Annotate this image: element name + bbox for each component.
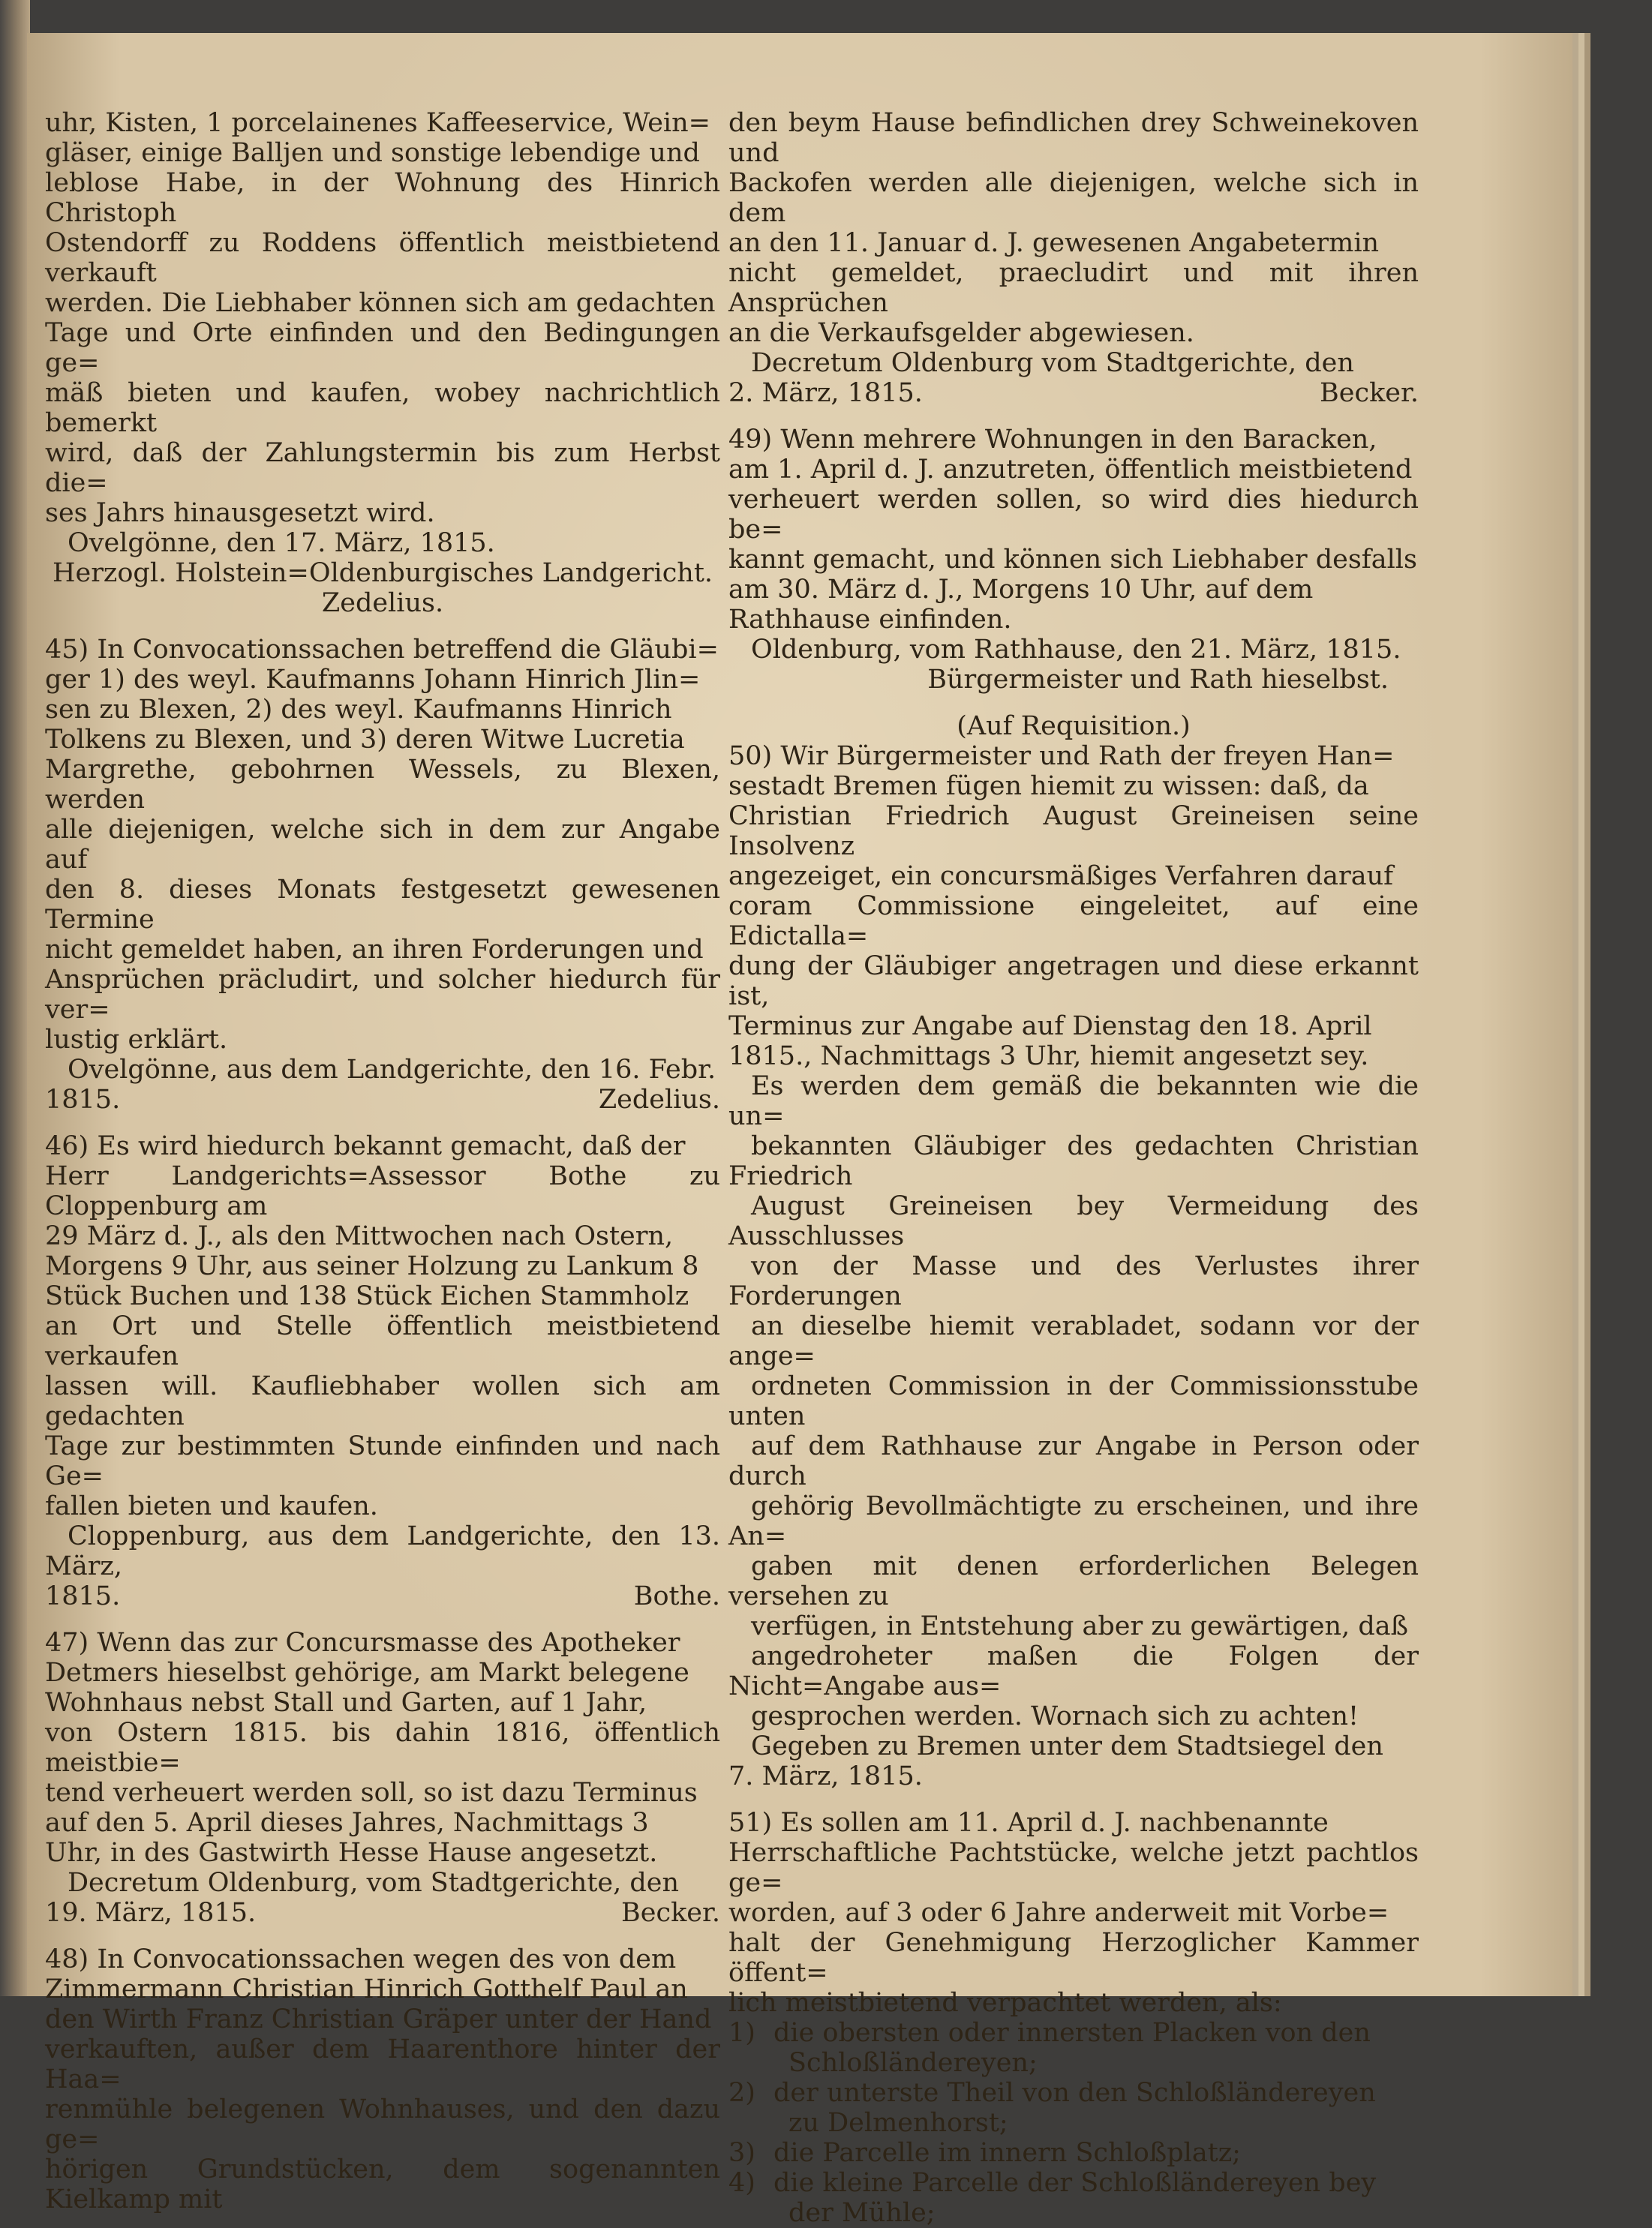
text-line: ordneten Commission in der Commissionsstube unten (728, 1371, 1419, 1431)
list-number: 2) (728, 2078, 755, 2108)
text-line: Es werden dem gemäß die bekannten wie die un= (728, 1071, 1419, 1131)
dateline: 7. März, 1815. (728, 1761, 923, 1791)
text-line: sestadt Bremen fügen hiemit zu wissen: daß, da (728, 771, 1369, 801)
text-line: 49) Wenn mehrere Wohnungen in den Baracken, (728, 425, 1377, 455)
text-line: verheuert werden sollen, so wird dies hiedurch be= (728, 485, 1419, 545)
signature: Bürgermeister und Rath hieselbst. (927, 665, 1389, 695)
text-line: verfügen, in Entstehung aber zu gewärtigen, daß (751, 1611, 1408, 1641)
text-line: gläser, einige Balljen und sonstige lebendige und (45, 138, 700, 168)
date-part: 19. März, 1815. (45, 1898, 257, 1928)
list-item-line: zu Delmenhorst; (788, 2108, 1008, 2138)
list-text: die Parcelle im innern Schloßplatz; (773, 2138, 1241, 2168)
dateline: Decretum Oldenburg vom Stadtgerichte, den (751, 348, 1354, 378)
text-line: hörigen Grundstücken, dem sogenannten Kielkamp mit (45, 2154, 720, 2214)
text-line: von der Masse und des Verlustes ihrer Forderungen (728, 1251, 1419, 1311)
list-item-line: Schloßländereyen; (788, 2048, 1038, 2078)
text-line: halt der Genehmigung Herzoglicher Kammer öffent= (728, 1928, 1419, 1988)
date-part: 1815. (45, 1581, 121, 1611)
text-line: leblose Habe, in der Wohnung des Hinrich Christoph (45, 168, 720, 228)
signature: Zedelius. (321, 588, 444, 618)
signature-line (45, 1898, 720, 1928)
text-line: Herr Landgerichts=Assessor Bothe zu Cloppenburg am (45, 1161, 720, 1221)
text-line: gaben mit denen erforderlichen Belegen versehen zu (728, 1551, 1419, 1611)
text-line: an dieselbe hiemit verabladet, sodann vor der ange= (728, 1311, 1419, 1371)
text-line: ger 1) des weyl. Kaufmanns Johann Hinrich Jlin= (45, 665, 701, 695)
list-item-line (728, 2138, 1419, 2168)
text-line: Backofen werden alle diejenigen, welche sich in dem (728, 168, 1419, 228)
notice-paragraph (45, 1628, 720, 1868)
text-line: nicht gemeldet haben, an ihren Forderungen und (45, 935, 704, 965)
list-text: die kleine Parcelle der Schloßländereyen bey (773, 2168, 1377, 2198)
date-part: 2. März, 1815. (728, 378, 923, 408)
dateline: Ovelgönne, den 17. März, 1815. (68, 528, 495, 558)
date-part: 1815. (45, 1085, 121, 1115)
text-line: am 1. April d. J. anzutreten, öffentlich meistbietend (728, 455, 1413, 485)
text-line: 47) Wenn das zur Concursmasse des Apotheker (45, 1628, 680, 1658)
signatory: Bothe. (633, 1581, 720, 1611)
text-line: August Greineisen bey Vermeidung des Ausschlusses (728, 1191, 1419, 1251)
text-line: uhr, Kisten, 1 porcelainenes Kaffeeservice, Wein= (45, 108, 710, 138)
signature-line (728, 378, 1419, 408)
left-column (45, 108, 720, 2214)
text-line: Tage zur bestimmten Stunde einfinden und nach Ge= (45, 1431, 720, 1491)
signatory: Becker. (621, 1898, 720, 1928)
signatory: Zedelius. (598, 1085, 720, 1115)
notice-paragraph (728, 425, 1419, 635)
text-line: Detmers hieselbst gehörige, am Markt belegene (45, 1658, 689, 1688)
text-line: dung der Gläubiger angetragen und diese erkannt ist, (728, 951, 1419, 1011)
dateline: Cloppenburg, aus dem Landgerichte, den 13. März, (45, 1521, 720, 1581)
text-line: Zimmermann Christian Hinrich Gotthelf Paul an (45, 1974, 688, 2004)
signature: Herzogl. Holstein=Oldenburgisches Landgericht. (52, 558, 713, 588)
text-line: 1815., Nachmittags 3 Uhr, hiemit angesetzt sey. (728, 1041, 1369, 1071)
text-line: gehörig Bevollmächtigte zu erscheinen, und ihre An= (728, 1491, 1419, 1551)
notice-paragraph (728, 1808, 1419, 2018)
text-line: worden, auf 3 oder 6 Jahre anderweit mit Vorbe= (728, 1898, 1389, 1928)
signature-line (45, 1085, 720, 1115)
section-heading: (Auf Requisition.) (957, 711, 1191, 741)
text-line: 45) In Convocationssachen betreffend die Gläubi= (45, 635, 719, 665)
list-item-line (728, 2168, 1419, 2198)
notice-paragraph (45, 1944, 720, 2214)
text-line: nicht gemeldet, praecludirt und mit ihren Ansprüchen (728, 258, 1419, 318)
text-line: am 30. März d. J., Morgens 10 Uhr, auf dem (728, 575, 1314, 605)
text-line: den 8. dieses Monats festgesetzt gewesenen Termine (45, 875, 720, 935)
right-column (728, 108, 1419, 2228)
text-line: werden. Die Liebhaber können sich am gedachten (45, 288, 716, 318)
dateline: Ovelgönne, aus dem Landgerichte, den 16. Febr. (68, 1055, 716, 1085)
text-line: tend verheuert werden soll, so ist dazu Terminus (45, 1778, 698, 1808)
newspaper-page (27, 33, 1572, 2228)
text-line: Wohnhaus nebst Stall und Garten, auf 1 Jahr, (45, 1688, 647, 1718)
text-line: Ansprüchen präcludirt, und solcher hiedurch für ver= (45, 965, 720, 1025)
notice-paragraph (45, 1131, 720, 1521)
text-line: Stück Buchen und 138 Stück Eichen Stammholz (45, 1281, 689, 1311)
text-line: Herrschaftliche Pachtstücke, welche jetzt pachtlos ge= (728, 1838, 1419, 1898)
text-line: 29 März d. J., als den Mittwochen nach Ostern, (45, 1221, 674, 1251)
text-line: angezeiget, ein concursmäßiges Verfahren darauf (728, 861, 1394, 891)
text-line: 46) Es wird hiedurch bekannt gemacht, daß der (45, 1131, 686, 1161)
list-item-line: der Mühle; (788, 2198, 936, 2228)
text-line: an den 11. Januar d. J. gewesenen Angabetermin (728, 228, 1380, 258)
signatory: Becker. (1320, 378, 1419, 408)
text-line: renmühle belegenen Wohnhauses, und den dazu ge= (45, 2094, 720, 2154)
text-line: wird, daß der Zahlungstermin bis zum Herbst die= (45, 438, 720, 498)
text-line: 48) In Convocationssachen wegen des von dem (45, 1944, 677, 1974)
text-line: Morgens 9 Uhr, aus seiner Holzung zu Lankum 8 (45, 1251, 699, 1281)
text-line: Rathhause einfinden. (728, 605, 1012, 635)
text-line: lustig erklärt. (45, 1025, 228, 1055)
list-text: die obersten oder innersten Placken von den (773, 2018, 1371, 2048)
notice-paragraph (728, 1071, 1419, 1731)
notice-paragraph (728, 741, 1419, 1071)
signature-line (45, 1581, 720, 1611)
notice-paragraph (728, 108, 1419, 348)
text-line: Tage und Orte einfinden und den Bedingungen ge= (45, 318, 720, 378)
text-line: auf den 5. April dieses Jahres, Nachmittags 3 (45, 1808, 649, 1838)
text-line: auf dem Rathhause zur Angabe in Person oder durch (728, 1431, 1419, 1491)
text-line: den beym Hause befindlichen drey Schweinekoven und (728, 108, 1419, 168)
text-line: alle diejenigen, welche sich in dem zur Angabe auf (45, 815, 720, 875)
text-line: Ostendorff zu Roddens öffentlich meistbietend verkauft (45, 228, 720, 288)
list-item-line (728, 2078, 1419, 2108)
text-line: lassen will. Kaufliebhaber wollen sich am gedachten (45, 1371, 720, 1431)
dateline: Oldenburg, vom Rathhause, den 21. März, 1815. (751, 635, 1401, 665)
text-line: mäß bieten und kaufen, wobey nachrichtlich bemerkt (45, 378, 720, 438)
text-line: von Ostern 1815. bis dahin 1816, öffentlich meistbie= (45, 1718, 720, 1778)
list-number: 1) (728, 2018, 755, 2048)
text-line: 51) Es sollen am 11. April d. J. nachbenannte (728, 1808, 1329, 1838)
previous-page-edge (0, 0, 30, 1996)
text-line: den Wirth Franz Christian Gräper unter der Hand (45, 2004, 712, 2034)
text-line: verkauften, außer dem Haarenthore hinter der Haa= (45, 2034, 720, 2094)
text-line: gesprochen werden. Wornach sich zu achten! (751, 1701, 1359, 1731)
text-line: 50) Wir Bürgermeister und Rath der freyen Han= (728, 741, 1395, 771)
text-line: an Ort und Stelle öffentlich meistbietend verkaufen (45, 1311, 720, 1371)
text-line: ses Jahrs hinausgesetzt wird. (45, 498, 435, 528)
text-line: sen zu Blexen, 2) des weyl. Kaufmanns Hinrich (45, 695, 672, 725)
notice-paragraph (45, 108, 720, 528)
text-line: Margrethe, gebohrnen Wessels, zu Blexen, werden (45, 755, 720, 815)
text-line: lich meistbietend verpachtet werden, als: (728, 1988, 1282, 2018)
text-line: bekannten Gläubiger des gedachten Christian Friedrich (728, 1131, 1419, 1191)
dateline: Gegeben zu Bremen unter dem Stadtsiegel den (751, 1731, 1383, 1761)
list-item-line (728, 2018, 1419, 2048)
text-line: Christian Friedrich August Greineisen seine Insolvenz (728, 801, 1419, 861)
text-line: Uhr, in des Gastwirth Hesse Hause angesetzt. (45, 1838, 658, 1868)
list-number: 4) (728, 2168, 755, 2198)
notice-paragraph (45, 635, 720, 1055)
text-line: angedroheter maßen die Folgen der Nicht=Angabe aus= (728, 1641, 1419, 1701)
text-line: an die Verkaufsgelder abgewiesen. (728, 318, 1194, 348)
text-line: Terminus zur Angabe auf Dienstag den 18. April (728, 1011, 1372, 1041)
text-line: Tolkens zu Blexen, und 3) deren Witwe Lucretia (45, 725, 685, 755)
text-line: kannt gemacht, und können sich Liebhaber desfalls (728, 545, 1417, 575)
list-number: 3) (728, 2138, 755, 2168)
dateline: Decretum Oldenburg, vom Stadtgerichte, den (68, 1868, 680, 1898)
text-line: fallen bieten und kaufen. (45, 1491, 378, 1521)
text-line: coram Commissione eingeleitet, auf eine Edictalla= (728, 891, 1419, 951)
list-text: der unterste Theil von den Schloßländereyen (773, 2078, 1376, 2108)
